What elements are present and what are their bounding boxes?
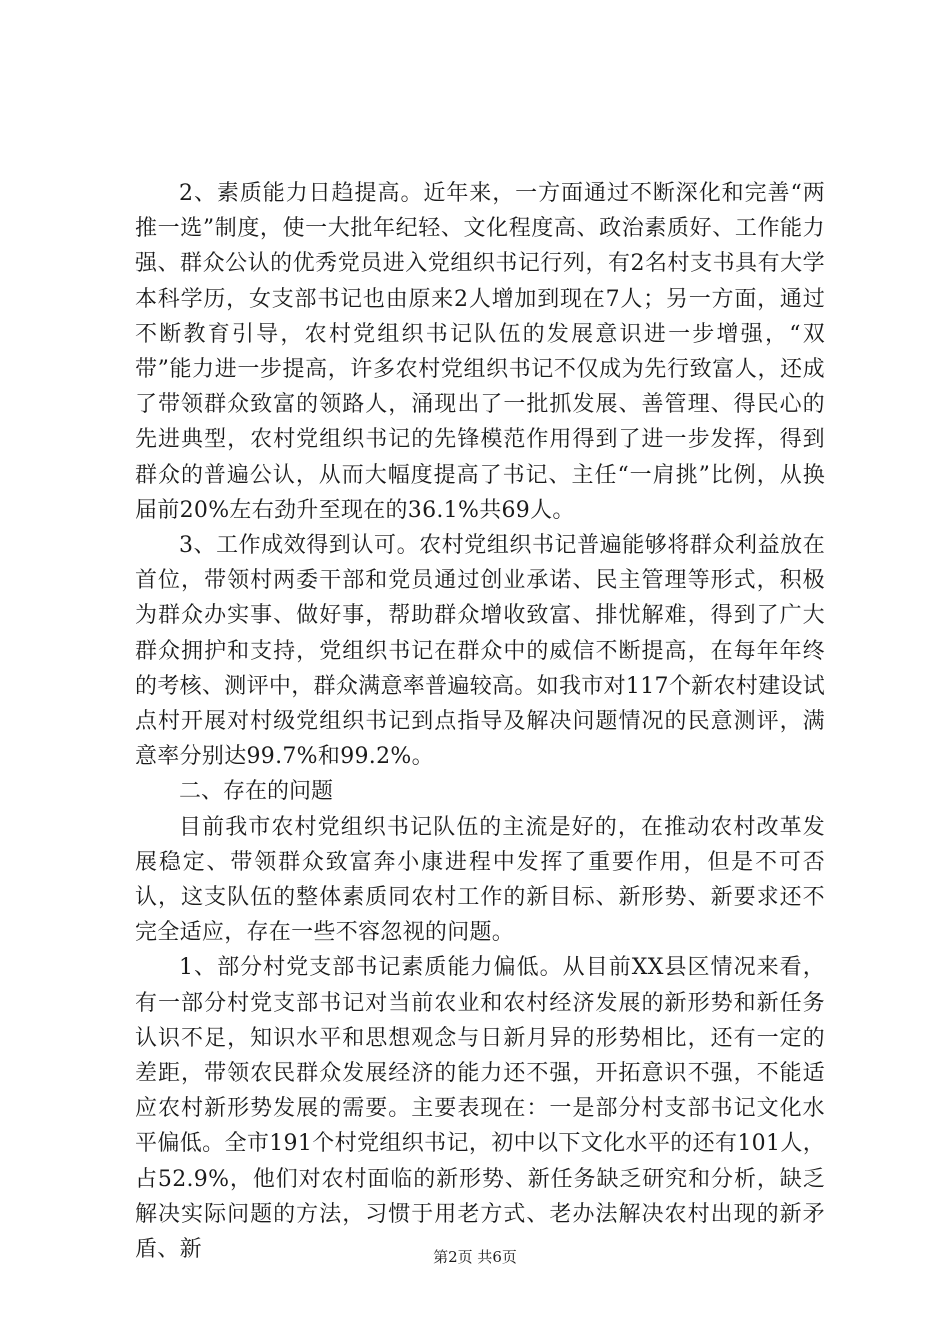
paragraph-quality-improvement: 2、素质能力日趋提高。近年来，一方面通过不断深化和完善“两推一选”制度，使一大批年纪轻、文化程度高、政治素质好、工作能力强、群众公认的优秀党员进入党组织书记行列，有2名村支书具有大学本科学历，女支部书记也由原来2人增加到现在7人；另一方面，通过不断教育引导，农村党组织书记队伍的发展意识进一步增强，“双带”能力进一步提高，许多农村党组织书记不仅成为先行致富人，还成了带领群众致富的领路人，涌现出了一批抓发展、善管理、得民心的先进典型，农村党组织书记的先锋模范作用得到了进一步发挥，得到群众的普遍公认，从而大幅度提高了书记、主任“一肩挑”比例，从换届前20%左右劲升至现在的36.1%共69人。: [135, 181, 825, 523]
document-body: [135, 176, 825, 1267]
section-heading-problems: 二、存在的问题: [179, 779, 334, 805]
page-footer: 第2页 共6页: [433, 1248, 517, 1266]
paragraph-work-recognition: 3、工作成效得到认可。农村党组织书记普遍能够将群众利益放在首位，带领村两委干部和党员通过创业承诺、民主管理等形式，积极为群众办实事、做好事，帮助群众增收致富、排忧解难，得到了广大群众拥护和支持，党组织书记在群众中的威信不断提高，在每年年终的考核、测评中，群众满意率普遍较高。如我市对117个新农村建设试点村开展对村级党组织书记到点指导及解决问题情况的民意测评，满意率分别达99.7%和99.2%。: [135, 533, 825, 770]
paragraph-low-ability: 1、部分村党支部书记素质能力偏低。从目前XX县区情况来看，有一部分村党支部书记对当前农业和农村经济发展的新形势和新任务认识不足，知识水平和思想观念与日新月异的形势相比，还有一定的差距，带领农民群众发展经济的能力还不强，开拓意识不强，不能适应农村新形势发展的需要。主要表现在：一是部分村支部书记文化水平偏低。全市191个村党组织书记，初中以下文化水平的还有101人，占52.9%，他们对农村面临的新形势、新任务缺乏研究和分析，缺乏解决实际问题的方法，习惯于用老方式、老办法解决农村出现的新矛盾、新: [135, 955, 825, 1263]
paragraph-problems-intro: 目前我市农村党组织书记队伍的主流是好的，在推动农村改革发展稳定、带领群众致富奔小康进程中发挥了重要作用，但是不可否认，这支队伍的整体素质同农村工作的新目标、新形势、新要求还不完全适应，存在一些不容忽视的问题。: [135, 814, 825, 946]
